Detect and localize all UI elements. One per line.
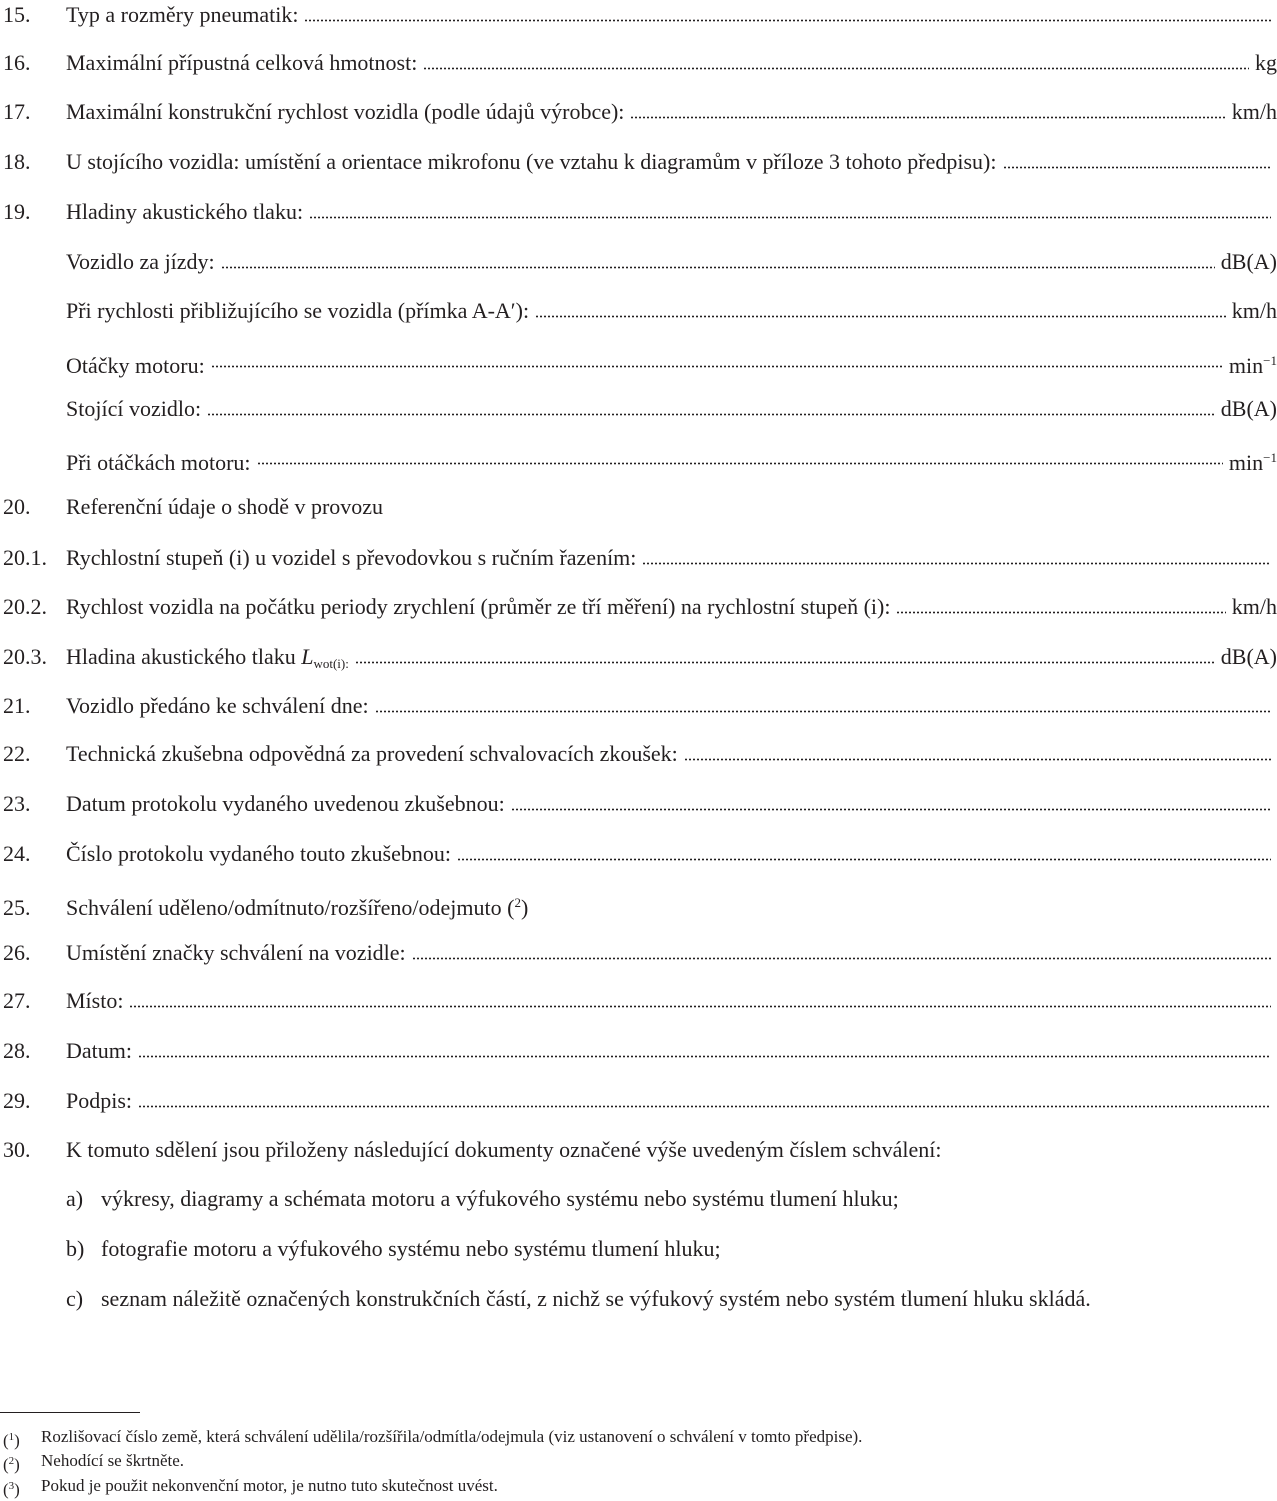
item-label-text: Hladina akustického tlaku: [66, 644, 302, 669]
item-label-text: Číslo protokolu vydaného touto zkušebnou:: [66, 841, 451, 866]
item-label-text: Vozidlo předáno ke schválení dne:: [66, 693, 369, 718]
item-label: [66, 147, 997, 177]
fill-in-field[interactable]: [375, 710, 1271, 713]
form-item: [0, 247, 1277, 277]
item-label: [66, 197, 303, 227]
footnote-marker-open: (: [3, 1431, 9, 1450]
footnote-marker-number: 1: [8, 1431, 15, 1443]
form-item: [0, 346, 1277, 376]
item-number: 20.: [3, 494, 31, 519]
item-label-text: Technická zkušebna odpovědná za provedení schvalovacích zkoušek:: [66, 741, 678, 766]
item-unit-text: km/h: [1231, 594, 1277, 619]
item-label-text: Referenční údaje o shodě v provozu: [66, 494, 384, 519]
form-item: [0, 296, 1277, 326]
footnote-marker-close: ): [14, 1480, 20, 1499]
attachment-item: [66, 1234, 721, 1264]
form-item: [0, 1135, 1277, 1165]
form-item: [0, 1036, 1277, 1066]
item-unit-text: dB(A): [1220, 396, 1277, 421]
item-number: 27.: [3, 988, 31, 1013]
fill-in-field[interactable]: [642, 562, 1271, 565]
fill-in-field[interactable]: [211, 365, 1223, 368]
item-label-text: Datum protokolu vydaného uvedenou zkušebnou:: [66, 791, 505, 816]
item-label-text: Vozidlo za jízdy:: [66, 249, 215, 274]
item-unit-text: dB(A): [1220, 249, 1277, 274]
item-label-text: Rychlostní stupeň (i) u vozidel s převodovkou s ručním řazením:: [66, 545, 637, 570]
item-label-text: U stojícího vozidla: umístění a orientace mikrofonu (ve vztahu k diagramům v příloze 3 tohoto předpisu):: [66, 149, 997, 174]
fill-in-field[interactable]: [257, 462, 1223, 465]
fill-in-field[interactable]: [1003, 166, 1272, 169]
item-label-subscript: wot(i):: [313, 656, 349, 671]
item-unit-text: dB(A): [1220, 644, 1277, 669]
form-item: [0, 492, 1277, 522]
item-unit-exponent: −1: [1263, 450, 1277, 465]
form-item: [0, 0, 1277, 30]
attachment-text: výkresy, diagramy a schémata motoru a výfukového systému nebo systému tlumení hluku;: [101, 1186, 899, 1211]
attachment-letter: b): [66, 1236, 85, 1261]
attachment-text: fotografie motoru a výfukového systému nebo systému tlumení hluku;: [101, 1236, 721, 1261]
item-unit: [1255, 48, 1277, 78]
item-number: 22.: [3, 741, 31, 766]
item-label: [66, 0, 298, 30]
fill-in-field[interactable]: [138, 1055, 1271, 1058]
item-number: 26.: [3, 940, 31, 965]
item-number: 20.1.: [3, 545, 47, 570]
item-number: 30.: [3, 1137, 31, 1162]
item-number: 20.3.: [3, 644, 47, 669]
footnote: [0, 1426, 862, 1448]
item-label: [66, 492, 383, 522]
footnote-text: Nehodící se škrtněte.: [41, 1451, 185, 1470]
item-number: 19.: [3, 199, 31, 224]
item-unit: [1232, 296, 1277, 326]
item-label-text: Datum:: [66, 1038, 132, 1063]
item-number: 28.: [3, 1038, 31, 1063]
form-item: [0, 938, 1277, 968]
fill-in-field[interactable]: [309, 216, 1271, 219]
form-item: [0, 789, 1277, 819]
form-item: [0, 739, 1277, 769]
item-unit-text: km/h: [1231, 99, 1277, 124]
form-item: [0, 888, 1277, 918]
item-number: 17.: [3, 99, 31, 124]
fill-in-field[interactable]: [129, 1005, 1271, 1008]
fill-in-field[interactable]: [304, 19, 1271, 22]
item-unit-text: min: [1228, 353, 1264, 378]
item-unit: [1221, 247, 1277, 277]
item-number: 15.: [3, 2, 31, 27]
item-label: [66, 739, 678, 769]
form-item: [0, 197, 1277, 227]
item-number: 25.: [3, 895, 31, 920]
item-label-text: K tomuto sdělení jsou přiloženy následující dokumenty označené výše uvedeným číslem schválení:: [66, 1137, 942, 1162]
item-label: [66, 247, 215, 277]
item-label: [66, 97, 624, 127]
form-item: [0, 839, 1277, 869]
fill-in-field[interactable]: [412, 957, 1271, 960]
item-label-text: Při otáčkách motoru:: [66, 450, 251, 475]
item-unit-text: min: [1228, 450, 1264, 475]
item-label: [66, 448, 251, 478]
fill-in-field[interactable]: [221, 266, 1215, 269]
item-unit-text: km/h: [1231, 298, 1277, 323]
fill-in-field[interactable]: [511, 808, 1271, 811]
item-number: 24.: [3, 841, 31, 866]
form-item: [0, 443, 1277, 473]
attachment-item: [66, 1284, 1091, 1314]
footnote-marker: [0, 1475, 41, 1497]
item-label-text: Stojící vozidlo:: [66, 396, 202, 421]
footnote-marker-close: ): [14, 1455, 20, 1474]
item-number: 16.: [3, 50, 31, 75]
fill-in-field[interactable]: [355, 661, 1215, 664]
item-label-text: Umístění značky schválení na vozidle:: [66, 940, 406, 965]
footnote-marker-open: (: [3, 1455, 9, 1474]
item-label-text: Hladiny akustického tlaku:: [66, 199, 304, 224]
fill-in-field[interactable]: [684, 758, 1271, 761]
item-label-symbol: L: [301, 644, 314, 669]
item-label: [66, 789, 505, 819]
item-label: [66, 296, 529, 326]
attachment-text: seznam náležitě označených konstrukčních částí, z nichž se výfukový systém nebo systém tlumení hluku skládá.: [101, 1286, 1091, 1311]
item-unit: [1232, 592, 1277, 622]
item-label: [66, 888, 528, 923]
form-item: [0, 543, 1277, 573]
item-number: 18.: [3, 149, 31, 174]
fill-in-field[interactable]: [457, 858, 1271, 861]
item-label-text: Maximální přípustná celková hmotnost:: [66, 50, 418, 75]
attachment-item: [66, 1184, 899, 1214]
footnote-text: Pokud je použit nekonvenční motor, je nutno tuto skutečnost uvést.: [41, 1476, 498, 1495]
footnote: [0, 1450, 184, 1472]
item-unit-exponent: −1: [1263, 353, 1277, 368]
fill-in-field[interactable]: [630, 116, 1225, 119]
item-label-text: Při rychlosti přibližujícího se vozidla (přímka A-A′):: [66, 298, 530, 323]
footnote-separator: [0, 1412, 140, 1413]
item-label: [66, 351, 205, 381]
footnote-marker: [0, 1450, 41, 1472]
footnote-marker-close: ): [14, 1431, 20, 1450]
item-number: 29.: [3, 1088, 31, 1113]
item-label: [66, 592, 890, 622]
form-item: [0, 1086, 1277, 1116]
item-label: [66, 394, 201, 424]
item-label-text: Schválení uděleno/odmítnuto/rozšířeno/odejmuto (: [66, 895, 515, 920]
form-item: [0, 642, 1277, 672]
footnote-text: Rozlišovací číslo země, která schválení udělila/rozšířila/odmítla/odejmula (viz ustanovení o schválení v tomto předpise).: [41, 1427, 863, 1446]
item-label-text: Otáčky motoru:: [66, 353, 205, 378]
fill-in-field[interactable]: [896, 611, 1225, 614]
form-item: [0, 147, 1277, 177]
item-label: [66, 543, 636, 573]
item-label-text: Podpis:: [66, 1088, 133, 1113]
item-label: [66, 938, 406, 968]
item-label-text-after: ): [520, 895, 529, 920]
item-label-text: Místo:: [66, 988, 124, 1013]
footnote-marker: [0, 1426, 41, 1448]
fill-in-field[interactable]: [207, 413, 1215, 416]
item-number: 20.2.: [3, 594, 47, 619]
fill-in-field[interactable]: [423, 67, 1249, 70]
item-label-text: Maximální konstrukční rychlost vozidla (podle údajů výrobce):: [66, 99, 625, 124]
item-number: 21.: [3, 693, 31, 718]
attachment-letter: a): [66, 1186, 84, 1211]
item-number: 23.: [3, 791, 31, 816]
item-label: [66, 986, 123, 1016]
item-label: [66, 642, 349, 679]
form-item: [0, 691, 1277, 721]
fill-in-field[interactable]: [138, 1105, 1271, 1108]
attachment-letter: c): [66, 1286, 84, 1311]
item-unit: [1232, 97, 1277, 127]
item-label: [66, 1135, 942, 1165]
form-item: [0, 986, 1277, 1016]
item-unit: [1221, 394, 1277, 424]
item-unit: [1229, 346, 1277, 381]
fill-in-field[interactable]: [535, 315, 1226, 318]
item-unit-text: kg: [1255, 50, 1277, 75]
item-label: [66, 839, 451, 869]
footnote-reference: 2: [514, 895, 521, 910]
form-item: [0, 48, 1277, 78]
item-label: [66, 48, 417, 78]
item-label: [66, 1086, 132, 1116]
item-label-text: Rychlost vozidla na počátku periody zrychlení (průměr ze tří měření) na rychlostní stupeň (i):: [66, 594, 891, 619]
item-unit: [1221, 642, 1277, 672]
form-item: [0, 97, 1277, 127]
footnote-marker-number: 2: [8, 1455, 15, 1467]
footnote-marker-open: (: [3, 1480, 9, 1499]
footnote-marker-number: 3: [8, 1480, 15, 1492]
item-label: [66, 691, 369, 721]
form-item: [0, 592, 1277, 622]
form-item: [0, 394, 1277, 424]
item-unit: [1229, 443, 1277, 478]
item-label: [66, 1036, 132, 1066]
footnote: [0, 1475, 498, 1497]
item-label-text: Typ a rozměry pneumatik:: [66, 2, 299, 27]
